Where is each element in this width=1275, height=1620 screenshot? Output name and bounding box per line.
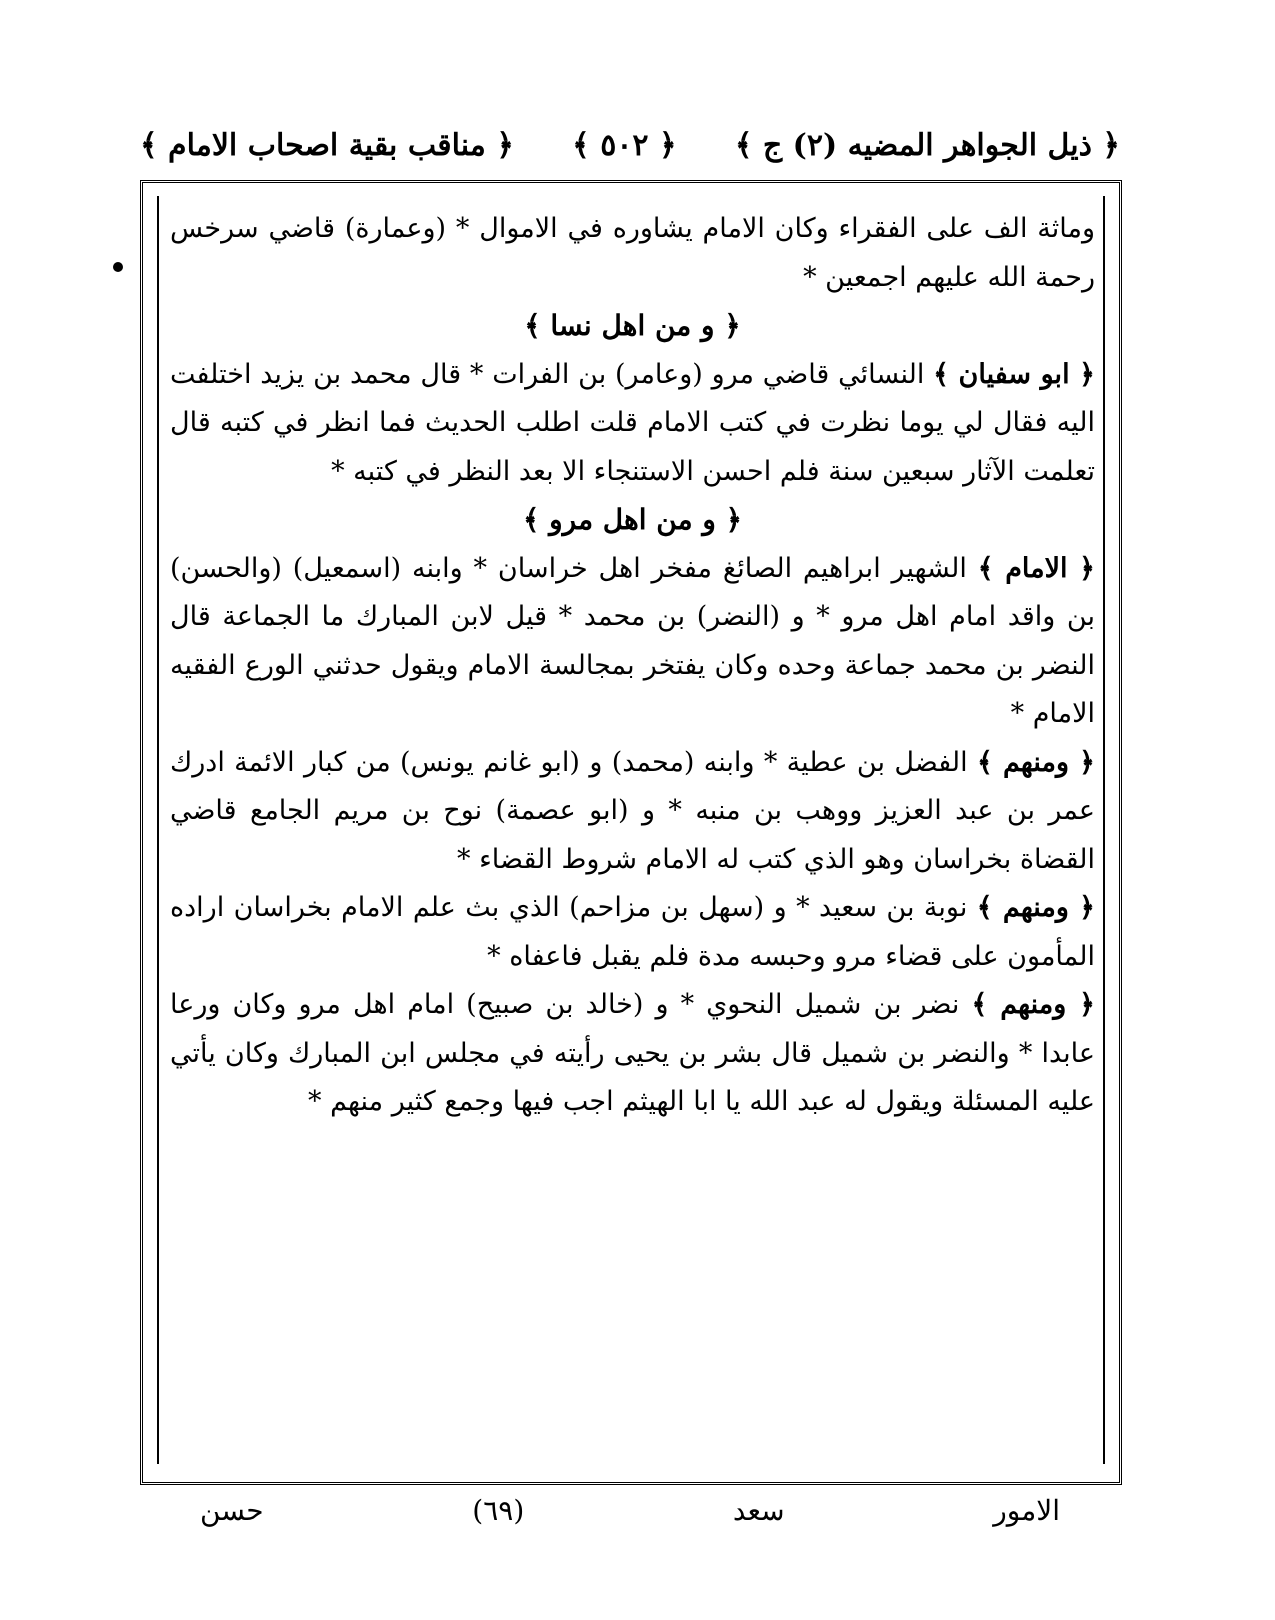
paragraph-4 xyxy=(170,739,1095,885)
entry-text: النسائي قاضي مرو (وعامر) بن الفرات * قال محمد بن يزيد اختلفت اليه فقال لي يوما نظرت في كتب الامام قلت اطلب الحديث فما انظر في كتبه قال تعلمت الآثار سبعين سنة فلم احسن الاستنجاء الا بعد النظر في كتبه * xyxy=(170,358,1095,487)
page-footer xyxy=(200,1485,1060,1535)
paragraph-2 xyxy=(170,351,1095,497)
header-page-number: ﴿ ٥٠٢ ﴾ xyxy=(572,127,677,163)
entry-text: الشهير ابراهيم الصائغ مفخر اهل خراسان * وابنه (اسمعيل) (والحسن) بن واقد امام اهل مرو * و (النضر) بن محمد * قيل لابن المبارك ما الجماعة قال النضر بن محمد جماعة وحده وكان يفتخر بمجالسة الامام ويقول حدثني الورع الفقيه الامام * xyxy=(170,552,1095,729)
footer-catchword-left: حسن xyxy=(200,1493,264,1527)
paragraph-3 xyxy=(170,545,1095,739)
entry-lead: ﴿ الامام ﴾ xyxy=(977,552,1095,584)
page-header xyxy=(140,118,1120,172)
page-body xyxy=(170,205,1095,1127)
entry-text: نضر بن شميل النحوي * و (خالد بن صبيح) امام اهل مرو وكان ورعا عابدا * والنضر بن شميل قال بشر بن يحيى رأيته في مجلس ابن المبارك وكان يأتي عليه المسئلة ويقول له عبد الله يا ابا الهيثم اجب فيها وجمع كثير منهم * xyxy=(170,989,1095,1117)
footer-catchword-right: الامور xyxy=(993,1493,1060,1527)
section-heading-nasa: ﴿ و من اهل نسا ﴾ xyxy=(524,309,741,342)
footer-folio-number: (٦٩) xyxy=(472,1493,525,1527)
section-heading-marw: ﴿ و من اهل مرو ﴾ xyxy=(522,503,743,536)
entry-lead: ﴿ ومنهم ﴾ xyxy=(976,892,1095,923)
entry-lead: ﴿ ومنهم ﴾ xyxy=(971,989,1095,1020)
margin-dot xyxy=(113,262,123,272)
paragraph-5 xyxy=(170,884,1095,981)
header-section-title: ﴿ مناقب بقية اصحاب الامام ﴾ xyxy=(140,127,514,163)
entry-lead: ﴿ ابو سفيان ﴾ xyxy=(933,358,1095,390)
paragraph-1: وماثة الف على الفقراء وكان الامام يشاوره في الاموال * (وعمارة) قاضي سرخس رحمة الله عليهم اجمعين * xyxy=(170,213,1095,293)
entry-text: الفضل بن عطية * وابنه (محمد) و (ابو غانم يونس) من كبار الائمة ادرك عمر بن عبد العزيز ووهب بن منبه * و (ابو عصمة) نوح بن مريم الجامع قاضي القضاة بخراسان وهو الذي كتب له الامام شروط القضاء * xyxy=(170,746,1095,875)
paragraph-6 xyxy=(170,981,1095,1127)
entry-lead: ﴿ ومنهم ﴾ xyxy=(976,746,1095,778)
header-book-title: ﴿ ذيل الجواهر المضيه (٢) ج ﴾ xyxy=(734,127,1120,163)
entry-text: نوبة بن سعيد * و (سهل بن مزاحم) الذي بث علم الامام بخراسان اراده المأمون على قضاء مرو وحبسه مدة فلم يقبل فاعفاه * xyxy=(170,892,1095,972)
footer-signature: سعد xyxy=(732,1493,785,1527)
